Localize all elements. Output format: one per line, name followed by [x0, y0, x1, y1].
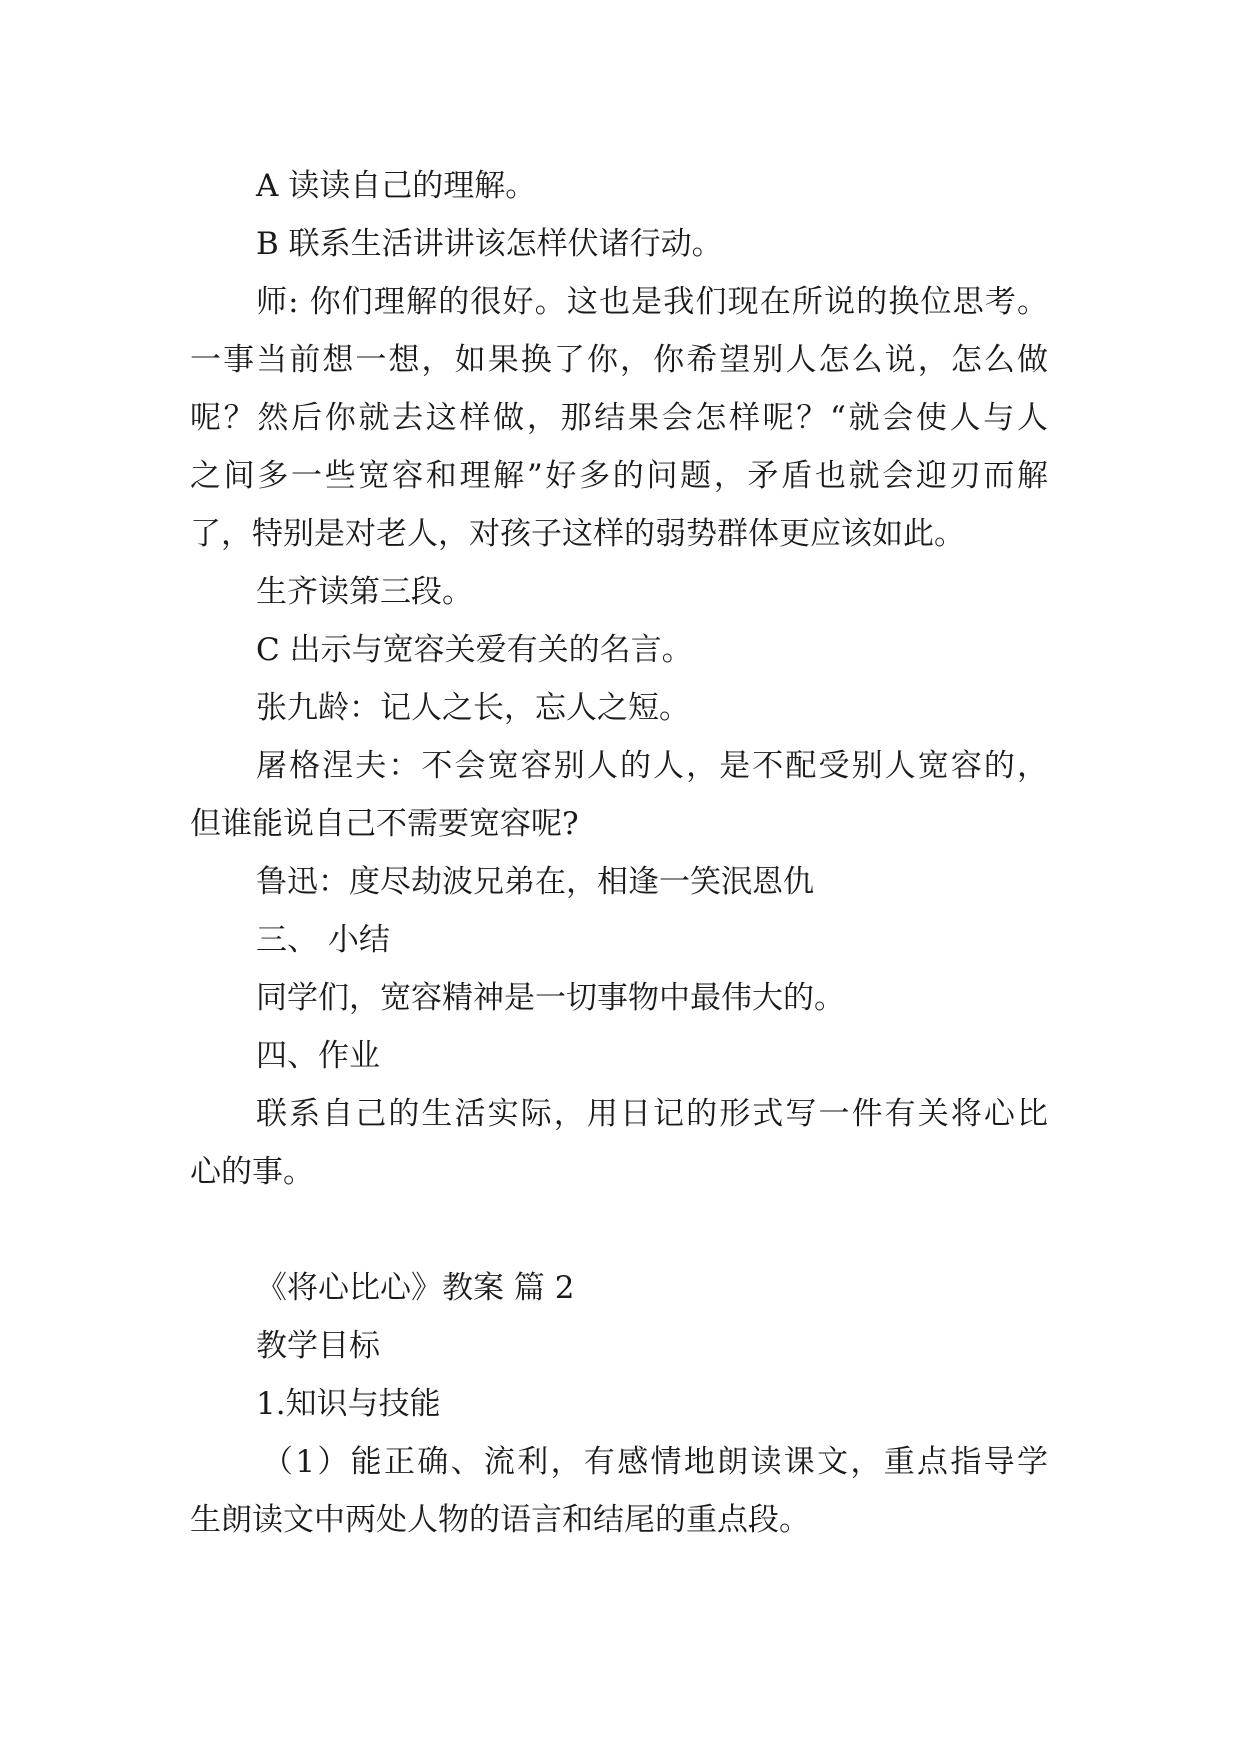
text-line: 呢？然后你就去这样做，那结果会怎样呢？“就会使人与人: [190, 400, 1048, 436]
section-heading: 教学目标: [256, 1328, 380, 1364]
text-line: 之间多一些宽容和理解”好多的问题，矛盾也就会迎刃而解: [190, 458, 1048, 494]
text-line: 张九龄：记人之长，忘人之短。: [256, 690, 690, 726]
text-line: B 联系生活讲讲该怎样伏诸行动。: [256, 226, 723, 262]
text-line: A 读读自己的理解。: [256, 168, 537, 204]
section-title: 《将心比心》教案 篇 2: [256, 1270, 575, 1306]
text-line: 但谁能说自己不需要宽容呢?: [190, 806, 579, 842]
text-line: 心的事。: [190, 1154, 314, 1190]
text-line: 生朗读文中两处人物的语言和结尾的重点段。: [190, 1502, 810, 1538]
text-line: 同学们，宽容精神是一切事物中最伟大的。: [256, 980, 845, 1016]
text-line: 联系自己的生活实际，用日记的形式写一件有关将心比: [256, 1096, 1048, 1132]
text-line: C 出示与宽容关爱有关的名言。: [256, 632, 693, 668]
section-heading: 三、 小结: [256, 922, 390, 958]
section-heading: 1.知识与技能: [256, 1386, 441, 1422]
text-line: 屠格涅夫：不会宽容别人的人，是不配受别人宽容的，: [256, 748, 1048, 784]
text-line: （1）能正确、流利，有感情地朗读课文，重点指导学: [262, 1444, 1048, 1480]
text-line: 一事当前想一想，如果换了你，你希望别人怎么说，怎么做: [190, 342, 1048, 378]
text-line: 生齐读第三段。: [256, 574, 473, 610]
text-line: 了，特别是对老人，对孩子这样的弱势群体更应该如此。: [190, 516, 965, 552]
text-line: 鲁迅：度尽劫波兄弟在，相逢一笑泯恩仇: [256, 864, 814, 900]
text-line: 师: 你们理解的很好。这也是我们现在所说的换位思考。: [256, 284, 1048, 320]
section-heading: 四、作业: [256, 1038, 380, 1074]
